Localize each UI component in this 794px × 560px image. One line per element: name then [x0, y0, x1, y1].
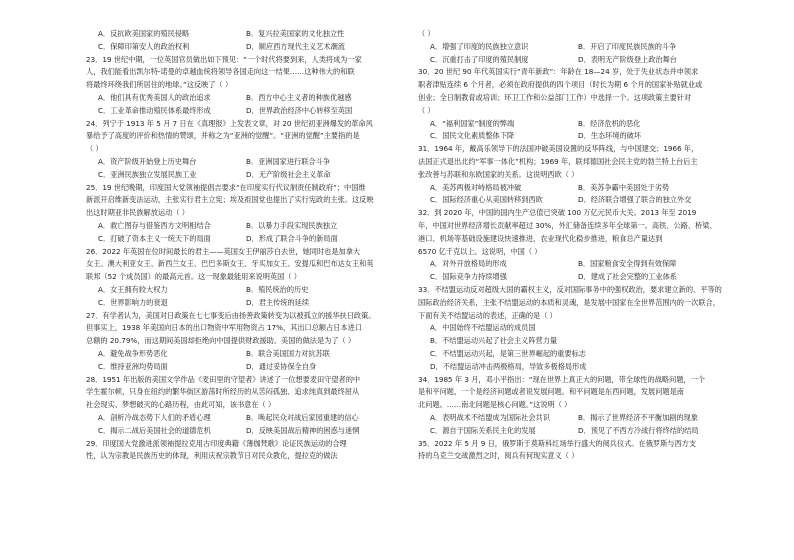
option-row — [86, 41, 394, 54]
option-a: C．保障印第安人的政治权利 — [98, 41, 190, 51]
option-a: A．美苏两极对峙格局被冲破 — [430, 182, 522, 192]
option-b: D．生态环境的破坏 — [578, 131, 642, 141]
question-text-line: 27．有学者认为，美国对日政策在七七事变后由扬善政策转变为以被孤立的援华扶日政策。 — [86, 310, 376, 320]
option-row — [86, 220, 394, 233]
option-a: C．工业革命推动殖民体系最终形成 — [98, 105, 211, 115]
question-text-line: 28．1951 年出版的美国文学作品《麦田里的守望者》讲述了一位想要麦田守望者的中 — [86, 374, 361, 384]
question-text-line: 35．2022 年 5 月 9 日，俄罗斯于莫斯科红场举行盛大的阅兵仪式。在俄罗斯与西方支 — [418, 438, 697, 448]
option-a: C．国民文化素质整体下降 — [430, 131, 515, 141]
option-b: B．复兴拉美国家的文化独立性 — [246, 29, 345, 38]
right-column — [418, 28, 730, 463]
question-text-line: 34．1985 年 3 月，邓小平指出：“现在世界上真正大的问题，带全球性的战略问题，一个 — [418, 374, 705, 384]
option-a: C．沉重打击了印度的殖民制度 — [430, 54, 529, 64]
option-b: B．揭示了世界经济不平衡加剧的现象 — [578, 412, 698, 422]
option-row — [418, 271, 730, 284]
option-a: A．增强了印度的民族独立意识 — [430, 41, 529, 51]
option-b: B．国家粮食安全得到有效保障 — [578, 259, 677, 269]
option-a: C．国际经济重心从美国转移到西欧 — [430, 195, 543, 205]
option-row — [418, 412, 730, 425]
option-b: D．形成了联合斗争的新局面 — [246, 233, 338, 243]
question-text-line: 新派开启维新变法运动，主张实行君主立宪；埃及祖国党也提出了实行宪政的主张。这反映 — [86, 195, 374, 205]
option-a: A．“福利国家”制度的弊端 — [430, 118, 515, 128]
option-b: B．唤起民众对战后家园重建的信心 — [246, 412, 359, 422]
option-b: B．经济危机的恶化 — [578, 118, 641, 128]
question-text-line: 33．不结盟运动反对超级大国的霸权主义，反对国际事务中的强权政治，要求建立新的、平等的 — [418, 284, 722, 294]
option-row — [418, 425, 730, 438]
option-a: A．反抗欧美国家的殖民侵略 — [98, 29, 190, 38]
question-text-line: 30．20 世纪 90 年代英国实行“青年新政”：年龄在 18—24 岁，处于失业状态并申领求 — [418, 67, 699, 77]
option-b: D．无产阶级社会主义革命 — [246, 169, 331, 179]
question-text-line: 联邦（52 个成员国）的最高元首。这一现象最能用来说明英国（ ） — [86, 272, 301, 282]
option-row — [86, 425, 394, 438]
option-a: A．表明战术不结盟成为国际社会共识 — [430, 412, 550, 422]
option-row — [418, 182, 730, 195]
option-b: D．预见了不西方冷战行将终结的结局 — [578, 425, 699, 435]
question-text-line: 港口、机场等基础设施建设快速推进，农业现代化稳步推进，粮食总产量达到 — [418, 233, 663, 243]
option-row — [86, 92, 394, 105]
option-b: B．西方中心主义者的种族优越感 — [246, 92, 352, 102]
option-line: A．中国始终不结盟运动的成员国 — [430, 323, 536, 333]
question-text-line: 年，中国对世界经济增长贡献率超过 30%，外汇储备连续多年全球第一。高铁、公路、桥梁、 — [418, 220, 717, 230]
option-b: B．亚洲国家进行联合斗争 — [246, 156, 330, 166]
question-text-line: 创业；全日制教育或培训；环卫工作和公益部门工作）中选择一个。这项政策主要针对 — [418, 92, 692, 102]
question-text-line: 6570 亿千克以上。这说明，中国（ ） — [418, 246, 542, 256]
question-text-line: 24．列宁于 1913 年 5 月 7 日在《真理报》上发表文章，对 20 世纪初亚洲爆发的革命风 — [86, 118, 373, 128]
option-row — [418, 194, 730, 207]
option-row — [418, 258, 730, 271]
option-row — [86, 284, 394, 297]
option-a: C．揭示二战后美国社会的道德危机 — [98, 425, 211, 435]
question-text-line: 暴给予了高度的评价和热情的赞颂，并称之为“亚洲的觉醒”。“亚洲的觉醒”主要指的是 — [86, 131, 360, 141]
question-text-line: 25．19 世纪晚期，印度国大党领袖提倡吉要求“在印度实行代议制责任制政府”；中国维 — [86, 182, 366, 192]
question-text-line: 23．19 世纪中期，一位英国官员做出如下预见：“一个时代将要到来，人类将成为一家 — [86, 54, 362, 64]
option-b: D．表明无产阶级登上政治舞台 — [578, 54, 677, 64]
question-text-line: 将最终环绕我们所居住的地球。”这反映了（ ） — [86, 80, 233, 90]
option-a: C．打破了资本主义一统天下的局面 — [98, 233, 211, 243]
question-text-line: 总额的 20.79%，而这期间美国却拒绝向中国提供财政援助。美国的做法是为了（ ） — [86, 336, 356, 346]
question-text-line: 但事实上，1938 年美国向日本的出口物资中军用物资占 17%，其出口总额占日本进口 — [86, 323, 363, 333]
option-row — [86, 412, 394, 425]
option-b: B．殖民统治的历史 — [246, 284, 309, 294]
question-text-line: 职者津贴连续 6 个月者，必须在政府提供的四个项目（时长为期 6 个月的国家补贴就业或 — [418, 80, 703, 90]
option-b: B．开启了印度民族民族的斗争 — [578, 41, 677, 51]
option-row — [86, 233, 394, 246]
option-row — [86, 297, 394, 310]
question-text-line: 社会现实、梦想破灭的心路历程，由此可知，该书意在（ ） — [86, 400, 276, 410]
question-text-line: 人，我们能看出凯尔特-诺曼的卓越血统将领导各国走向这一结果……这种伟大的和联 — [86, 67, 355, 77]
question-text-line: 31．1964 年，戴高乐领导下的法国冲破美国设置的反华阵线，与中国建交；1966 年， — [418, 144, 699, 154]
question-text-line: 学生霍尔顿，只身在纽约的繁华街区游荡时所经历的从苦闷孤独、追求纯真到最终屈从 — [86, 387, 360, 397]
option-line: B．不结盟运动兴起了社会主义阵营力量 — [430, 336, 558, 346]
option-b: D．建成了社会完整的工业体系 — [578, 272, 677, 282]
option-row — [86, 28, 394, 41]
option-row — [86, 156, 394, 169]
left-column — [86, 28, 394, 463]
option-a: A．对外开放格局的形成 — [430, 259, 507, 269]
option-row — [86, 361, 394, 374]
option-a: C．国际竞争力持续增强 — [430, 272, 507, 282]
option-row — [418, 118, 730, 131]
question-text-line: 32．到 2020 年，中国的国内生产总值已突破 100 万亿元民币大关。2013 年至 2019 — [418, 208, 697, 218]
question-text-line: 法国正式退出北约“军事一体化”机构；1969 年，联邦德国社会民主党的勃兰特上台后主 — [418, 156, 698, 166]
option-b: D．经济联合增强了联合的独立外交 — [578, 195, 692, 205]
question-text-line: 性，认为宗教是民族历史的体现，利用庆祝宗教节日对民众教化，提拉克的做法 — [86, 451, 338, 461]
option-row — [86, 105, 394, 118]
question-text-line: 持的乌克兰交战激烈之时，阅兵有何现实意义（ ） — [418, 451, 579, 461]
question-text-line: 29．印度国大党激进派领袖提拉克用古印度典籍《薄伽梵歌》论证民族运动的合理 — [86, 438, 347, 448]
option-a: A．他们具有优秀美国人的政治追求 — [98, 92, 211, 102]
question-text-line: 是和平问题，一个是经济问题或者说发展问题。和平问题是东西问题，发展问题是南 — [418, 387, 684, 397]
option-b: D．君主传统的延续 — [246, 297, 310, 307]
question-text-line: （ ） — [418, 105, 435, 115]
option-b: D．顺应西方现代主义艺术潮流 — [246, 41, 345, 51]
option-row — [418, 54, 730, 67]
option-a: C．维持亚洲均势局面 — [98, 361, 168, 371]
option-row — [418, 130, 730, 143]
question-text-line: 女王、澳大利亚女王、新西兰女王、巴巴多斯女王、牙买加女王、安提瓜和巴布达女王和英 — [86, 259, 374, 269]
option-row — [86, 348, 394, 361]
option-a: A．避免战争形势恶化 — [98, 348, 168, 358]
option-line: D．不结盟运动冲击两极格局，导致多极格局形成 — [430, 361, 587, 371]
option-b: D．通过妥协保全自身 — [246, 361, 317, 371]
question-text-line: 下面有关不结盟运动的表述，正确的是（ ） — [418, 310, 557, 320]
question-text-line: 张改善与苏联和东欧国家的关系。这说明西欧（ ） — [418, 169, 579, 179]
option-row — [86, 169, 394, 182]
option-b: B．联合美国国力对抗苏联 — [246, 348, 330, 358]
question-text-line: 北问题。……南北问题是核心问题。”这说明（ ） — [418, 400, 572, 410]
question-text-line: 国际政治经济关系，主张不结盟运动的本质和灵魂，是发展中国家在全世界范围内的一次联合， — [418, 297, 720, 307]
option-a: A．女王拥有较大权力 — [98, 284, 168, 294]
question-text-line: 26．2022 年英国在位时间最长的君主——英国女王伊丽莎白去世，她同时也是加拿大 — [86, 246, 361, 256]
option-row — [418, 41, 730, 54]
option-a: C．亚洲民族独立发展民族工业 — [98, 169, 197, 179]
option-a: A．剖析冷战态势下人们的矛盾心理 — [98, 412, 211, 422]
option-b: B．以暴力手段实现民族独立 — [246, 220, 338, 230]
question-text-line: （ ） — [418, 29, 435, 38]
question-text-line: （ ） — [86, 144, 103, 154]
option-line: C．不结盟运动兴起，是第三世界崛起的重要标志 — [430, 348, 586, 358]
option-a: A．救亡图存与借鉴西方文明相结合 — [98, 220, 211, 230]
question-text-line: 出这时期亚非民族解放运动（ ） — [86, 208, 189, 218]
option-b: B．美苏争霸中美国处于劣势 — [578, 182, 670, 192]
option-a: C．世界影响力的衰退 — [98, 297, 168, 307]
option-a: A．资产阶级开始登上历史舞台 — [98, 156, 197, 166]
option-a: C．源自于国际关系民主化的发展 — [430, 425, 536, 435]
option-b: D．世界政治经济中心转移至英国 — [246, 105, 353, 115]
option-b: D．反映美国战后精神的困惑与迷惘 — [246, 425, 360, 435]
